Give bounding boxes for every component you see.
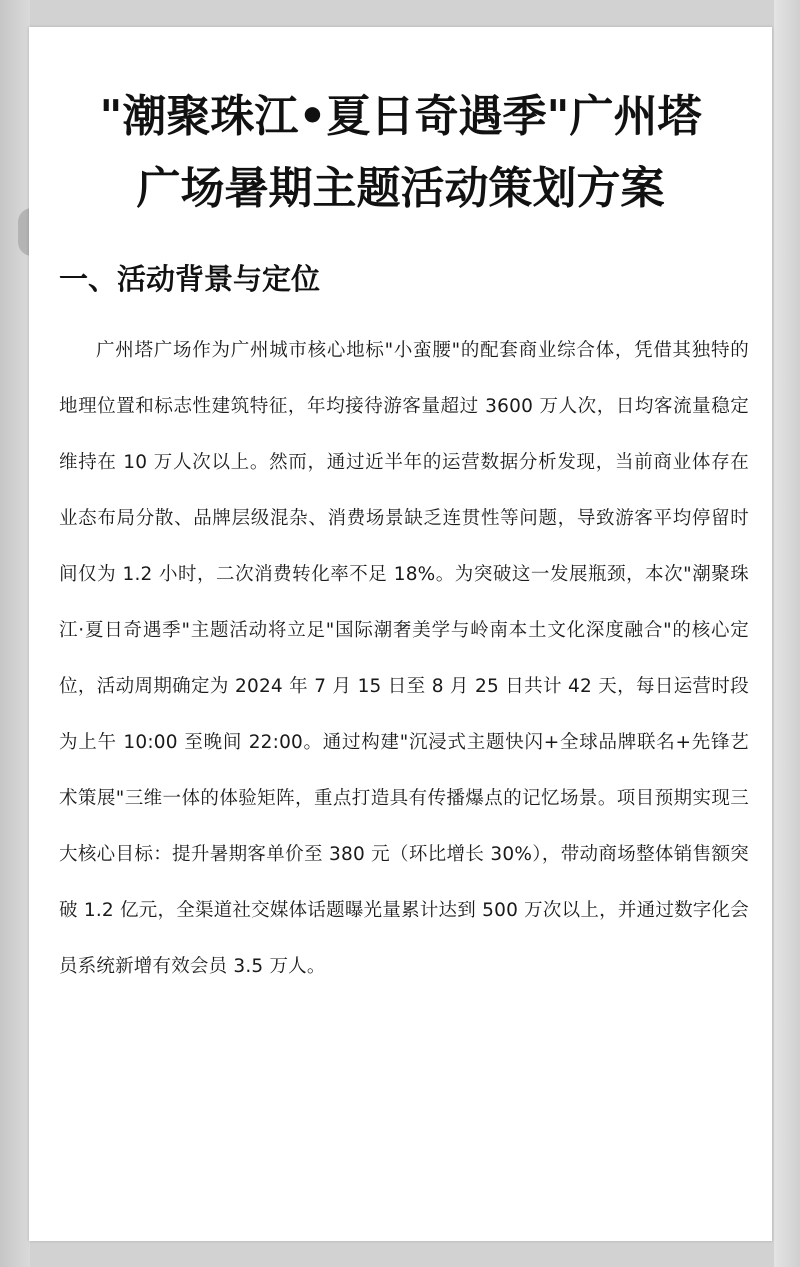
body-paragraph: 广州塔广场作为广州城市核心地标"小蛮腰"的配套商业综合体，凭借其独特的地理位置和标志性建筑特征，年均接待游客量超过 3600 万人次，日均客流量稳定维持在 10 万人次以上。然而，通过近半年的运营数据分析发现，当前商业体存在业态布局分散、品牌层级混杂、消费场景缺乏连贯性等问题，导致游客平均停留时间仅为 1.2 小时，二次消费转化率不足 18%。为突破这一发展瓶颈，本次"潮聚珠江·夏日奇遇季"主题活动将立足"国际潮奢美学与岭南本土文化深度融合"的核心定位，活动周期确定为 2024 年 7 月 15 日至 8 月 25 日共计 42 天，每日运营时段为上午 10:00 至晚间 22:00。通过构建"沉浸式主题快闪+全球品牌联名+先锋艺术策展"三维一体的体验矩阵，重点打造具有传播爆点的记忆场景。项目预期实现三大核心目标：提升暑期客单价至 380 元（环比增长 30%），带动商场整体销售额突破 1.2 亿元，全渠道社交媒体话题曝光量累计达到 500 万次以上，并通过数字化会员系统新增有效会员 3.5 万人。 [59, 340, 749, 977]
document-title-line-2: 广场暑期主题活动策划方案 [136, 163, 665, 214]
document-title [29, 27, 772, 225]
section-heading: 一、活动背景与定位 [59, 262, 321, 296]
background-left-edge [0, 0, 30, 1267]
document-title-line-1: "潮聚珠江•夏日奇遇季"广州塔 [99, 91, 702, 142]
background-right-edge [774, 0, 800, 1267]
document-page [29, 27, 772, 1241]
